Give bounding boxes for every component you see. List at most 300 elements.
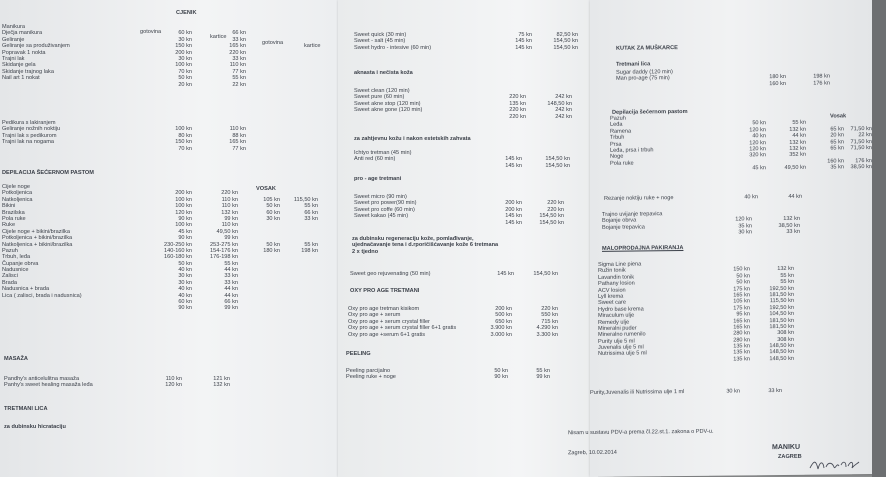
service-name: Brada (2, 279, 17, 286)
column-header-card-wax: kartice (304, 43, 321, 49)
oil-sample-list (590, 387, 850, 396)
price-card: 148,50 kn (769, 349, 794, 356)
service-name: Oxy pro age + serum crystal filler 6+1 gratis (348, 325, 457, 332)
price-cash: 135 kn (509, 100, 526, 107)
handwritten-signature (808, 458, 860, 472)
wax-price-cash: 65 kn (830, 138, 844, 146)
service-name: Sweet geo rejuvenating (50 min) (350, 271, 431, 277)
price-cash: 135 kn (733, 356, 750, 363)
service-name: Panhy's sweet healing masaža leđa (4, 382, 93, 389)
price-cash: 200 kn (505, 206, 522, 213)
price-cash: 70 kn (178, 68, 192, 75)
product-name: Lavandin tonik (598, 274, 635, 281)
wax-price-card: 22 kn (858, 132, 872, 139)
product-name: ACV losion (598, 287, 626, 294)
price-card: 192,50 kn (769, 304, 794, 311)
acne-section-title: aknasta i nečista koža (354, 70, 413, 76)
service-name: Pola ruke (610, 160, 634, 167)
service-name: Trajni lak na nogama (2, 139, 55, 146)
service-name: Pazuh (2, 247, 18, 254)
list-item (4, 382, 254, 388)
service-name: Pola ruke (2, 215, 26, 222)
manicure-list (2, 24, 252, 88)
service-name: Pedikura s lakiranjem (2, 120, 56, 126)
nail-cut-list (604, 193, 844, 202)
price-cash: 280 kn (733, 337, 750, 344)
price-card: 154,50 kn (539, 213, 564, 220)
brand-stamp-name: MANIKU (772, 443, 800, 452)
wax-price-card: 71,50 kn (850, 144, 872, 152)
price-cash: 160-180 kn (164, 254, 192, 261)
price-cash: 3.900 kn (490, 325, 512, 332)
list-item (598, 355, 838, 364)
price-cash: 100 kn (175, 222, 192, 229)
price-card: 110 kn (221, 196, 238, 203)
demanding-skin-list (354, 150, 594, 169)
massage-section-title: MASAŽA (4, 356, 28, 362)
service-name: Oxy pro age +serum 6+1 gratis (348, 331, 426, 338)
price-card: 181,50 kn (769, 317, 794, 324)
price-card: 110 kn (229, 126, 246, 133)
retail-section-title: MALOPRODAJNA PAKIRANJA (602, 245, 684, 252)
service-name: Cijele noge + bikini/brazilka (2, 228, 70, 235)
product-name: Sigma Line piena (598, 261, 642, 268)
men-sugaring-list (610, 113, 872, 173)
price-cash: 120 kn (175, 209, 192, 216)
service-name: Nail art 1 nokat (2, 75, 40, 82)
price-card: 154-176 kn (210, 247, 238, 254)
brow-list (602, 209, 842, 237)
wax-price-card: 55 kn (304, 241, 318, 248)
price-card: 132 kn (783, 216, 800, 223)
price-card: 77 kn (232, 68, 246, 75)
pro-age-list (354, 194, 594, 226)
price-cash: 200 kn (505, 200, 522, 207)
pedicure-list (2, 120, 252, 152)
service-name: Trajni lak (2, 55, 25, 62)
price-cash: 145 kn (515, 44, 532, 51)
service-name: Pazuh (610, 115, 626, 122)
price-card: 55 kn (232, 75, 246, 82)
price-cash: 135 kn (733, 343, 750, 350)
price-cash: 100 kn (175, 203, 192, 210)
price-cash: 100 kn (175, 62, 192, 69)
service-name: Trbuh (610, 134, 625, 141)
service-name: Lica ( zalisci, brada i nadusnica) (2, 292, 82, 299)
price-list-title: CJENIK (176, 10, 197, 16)
price-list-page-2 (338, 0, 598, 477)
service-name: Bojanje trepavica (602, 224, 645, 231)
price-card: 99 kn (536, 374, 550, 381)
price-card: 55 kn (780, 279, 794, 286)
price-cash: 200 kn (175, 49, 192, 56)
wax-price-cash: 20 kn (830, 132, 844, 139)
list-item (602, 229, 842, 238)
wax-price-cash: 60 kn (266, 209, 280, 216)
service-name: Prsa (610, 141, 622, 148)
oxy-section-title: OXY PRO AGE TRETMANI (350, 288, 420, 294)
price-card: 55 kn (792, 120, 806, 127)
wax-price-card: 66 kn (304, 209, 318, 216)
price-card: 82,50 kn (556, 32, 578, 38)
price-card: 308 kn (777, 336, 794, 343)
price-cash: 180 kn (769, 74, 786, 81)
price-cash: 230-250 kn (164, 241, 192, 248)
service-name: Zalisci (2, 273, 18, 280)
price-cash: 150 kn (733, 266, 750, 273)
price-cash: 120 kn (749, 139, 766, 146)
price-card: 33 kn (232, 36, 246, 43)
service-name: Leđa (610, 122, 623, 129)
pro-age-title: pro - age tretmani (354, 176, 402, 182)
service-name: Oxy pro age + serum crystal filler (348, 318, 430, 325)
price-card: 132 kn (789, 145, 806, 152)
price-card: 38,50 kn (778, 222, 800, 229)
retail-list (598, 259, 838, 364)
price-card: 33 kn (768, 387, 782, 395)
service-name: Trajni lak s pedikurom (2, 132, 57, 139)
price-cash: 50 kn (736, 279, 750, 286)
price-list-page-1 (0, 0, 340, 477)
wax-price-cash: 50 kn (266, 203, 280, 210)
product-name: Pathany losion (598, 280, 635, 288)
list-item (2, 82, 252, 88)
service-name: Sweet hydro - intesive (60 min) (354, 44, 432, 51)
price-cash: 110 kn (165, 376, 182, 382)
list-item (348, 332, 588, 338)
price-cash: 40 kn (178, 286, 192, 293)
price-cash: 30 kn (178, 55, 192, 62)
service-name: Sweet micro (90 min) (354, 194, 407, 200)
service-name: Geliranje (2, 36, 25, 43)
service-name: Noge (610, 153, 624, 161)
price-card: 176-198 kn (210, 254, 238, 261)
service-name: Sweet pro power(90 min) (354, 200, 417, 207)
massage-list (4, 376, 254, 389)
price-card: 44 kn (788, 193, 802, 200)
price-card: 550 kn (541, 312, 558, 319)
sugaring-section-title: DEPILACIJA ŠEĆERNOM PASTOM (2, 170, 94, 176)
price-card: 308 kn (777, 330, 794, 337)
brand-stamp-city: ZAGREB (778, 453, 802, 461)
price-card: 55 kn (224, 260, 238, 267)
price-cash: 50 kn (494, 368, 508, 374)
wax-price-cash: 65 kn (830, 145, 844, 152)
price-cash: 200 kn (495, 306, 512, 312)
price-card: 192,50 kn (769, 285, 794, 292)
price-cash: 40 kn (178, 292, 192, 299)
price-cash: 145 kn (505, 162, 522, 169)
service-name: Potkoljenica + bikini/brazilka (2, 235, 73, 242)
men-facial-list (616, 67, 856, 89)
price-card: 33 kn (224, 273, 238, 280)
wax-price-card: 115,50 kn (293, 196, 318, 203)
service-name: Sweet pro coffe (60 min) (354, 206, 415, 213)
price-cash: 145 kn (515, 38, 532, 45)
price-card: 44 kn (224, 286, 238, 293)
list-item (354, 114, 594, 120)
wax-price-card: 71,50 kn (850, 125, 872, 133)
price-cash: 145 kn (505, 156, 522, 163)
price-card: 44 kn (792, 132, 806, 140)
list-item (346, 374, 586, 380)
service-name: Trbuh, leđa (2, 254, 31, 261)
price-cash: 175 kn (733, 285, 750, 293)
wax-price-cash: 35 kn (830, 164, 844, 171)
price-card: 110 kn (221, 222, 238, 229)
price-card: 110 kn (229, 62, 246, 69)
price-card: 99 kn (224, 215, 238, 222)
price-card: 148,50 kn (547, 100, 572, 107)
men-wax-title: Vosak (830, 113, 847, 120)
price-card: 154,50 kn (545, 162, 570, 169)
regeneration-list (350, 271, 590, 277)
column-header-card: kartice (210, 34, 227, 40)
vat-note: Nisam u sustavu PDV-a prema čl.22.st.1. zakona o PDV-u. (568, 428, 714, 437)
service-name: Leđa, prsa i trbuh (610, 147, 654, 154)
product-name: Sweet care (598, 299, 626, 307)
price-cash: 320 kn (749, 152, 766, 159)
price-card: 148,50 kn (769, 342, 794, 350)
service-name: Čupanje obrva (2, 260, 39, 267)
price-card: 55 kn (780, 272, 794, 279)
service-name: Bikini (2, 203, 16, 210)
service-name: Manikura (2, 24, 26, 30)
service-name: Ruke (2, 222, 16, 229)
price-cash: 40 kn (178, 267, 192, 274)
price-cash: 50 kn (178, 75, 192, 82)
price-card: 220 kn (229, 49, 246, 56)
peeling-section-title: PEELING (346, 351, 371, 357)
price-cash: 220 kn (509, 94, 526, 101)
service-name: Bojanje obrva (602, 217, 637, 225)
price-cash: 50 kn (752, 120, 766, 127)
price-cash: 160 kn (769, 80, 786, 87)
price-card: 66 kn (232, 30, 246, 37)
price-card: 148,50 kn (769, 355, 794, 362)
price-card: 4.290 kn (536, 325, 558, 332)
price-cash: 90 kn (178, 305, 192, 312)
service-name: Sweet kakao (45 min) (354, 213, 409, 220)
list-item (2, 305, 338, 311)
price-cash: 100 kn (175, 126, 192, 133)
price-cash: 280 kn (733, 330, 750, 337)
price-cash: 60 kn (178, 299, 192, 306)
price-card: 165 kn (229, 43, 246, 50)
service-name: Geliranje nožnih noktiju (2, 126, 61, 133)
service-name: Anti red (60 min) (354, 156, 396, 163)
price-card: 44 kn (224, 267, 238, 274)
service-name: Geliranje sa produživanjem (2, 43, 70, 50)
price-cash: 100 kn (175, 196, 192, 203)
wax-section-title: VOSAK (256, 186, 276, 192)
price-cash: 60 kn (178, 30, 192, 37)
price-card: 104,50 kn (769, 310, 794, 318)
wax-price-card: 55 kn (304, 203, 318, 210)
service-name: Sugar daddy (120 min) (616, 69, 673, 76)
wax-price-card: 71,50 kn (850, 138, 872, 145)
price-cash: 650 kn (495, 318, 512, 325)
service-name: Nadusnice (2, 267, 29, 274)
price-card: 55 kn (536, 368, 550, 374)
facial-section-title: TRETMANI LICA (4, 406, 48, 412)
price-card: 99 kn (224, 305, 238, 312)
service-name: Nadusnica + brada (2, 286, 50, 293)
price-cash: 30 kn (178, 273, 192, 280)
product-name: Miraculum ulje (598, 312, 635, 320)
price-card: 715 kn (541, 318, 558, 325)
product-name: Mineralni puder (598, 325, 637, 332)
list-item (590, 387, 850, 396)
product-name: Hydro base krema (598, 306, 644, 313)
background-edge (872, 0, 886, 477)
price-cash: 220 kn (509, 107, 526, 114)
price-cash: 30 kn (738, 229, 752, 236)
service-name: Oxy pro age + serum (348, 312, 401, 319)
price-card: 352 kn (789, 152, 806, 159)
list-item (350, 271, 590, 277)
price-cash: 165 kn (733, 324, 750, 331)
service-name: Sweet - salt (45 min) (354, 38, 406, 45)
service-name: Popravak 1 nokta (2, 49, 46, 56)
product-name: Nutrissima ulje 5 ml (598, 350, 647, 358)
price-cash: 120 kn (749, 146, 766, 153)
service-name: Natkoljenica + bikini/brazilka (2, 241, 73, 248)
price-list-page-3 (568, 0, 872, 477)
price-card: 154,50 kn (553, 44, 578, 51)
service-name: Brazilska (2, 209, 25, 216)
oxy-list (348, 306, 588, 338)
price-cash: 500 kn (495, 312, 512, 319)
price-cash: 20 kn (178, 81, 192, 88)
price-card: 181,50 kn (769, 323, 794, 331)
price-cash: 140-160 kn (164, 247, 192, 254)
price-cash: 200 kn (175, 190, 192, 197)
price-card: 44 kn (224, 292, 238, 299)
price-card: 220 kn (541, 306, 558, 312)
price-card: 154,50 kn (545, 156, 570, 163)
price-cash: 70 kn (178, 145, 192, 152)
list-item (604, 193, 844, 202)
price-card: 132 kn (789, 139, 806, 146)
product-name: Purity,Juvenalis ili Nutrissima ulje 1 ml (590, 389, 685, 396)
service-name: Ramena (610, 128, 632, 135)
price-card: 132 kn (789, 126, 806, 133)
acne-list (354, 88, 594, 120)
wax-price-cash: 50 kn (266, 241, 280, 248)
price-cash: 80 kn (178, 132, 192, 139)
price-card: 115,50 kn (769, 298, 794, 305)
price-cash: 40 kn (744, 194, 758, 201)
service-name: Trajno uvijanje trepavica (602, 211, 663, 218)
wax-price-cash: 160 kn (827, 158, 844, 165)
men-section-title: KUTAK ZA MUŠKARCE (616, 45, 678, 52)
wax-price-cash: 105 kn (263, 196, 280, 203)
column-header-cash-wax: gotovina (262, 40, 284, 46)
price-card: 165 kn (229, 139, 246, 146)
price-card: 22 kn (232, 81, 246, 88)
service-name: Skidanje trajnog laka (2, 68, 54, 75)
price-card: 198 kn (813, 73, 830, 81)
product-name: Purity ulje 5 ml (598, 338, 635, 345)
price-card: 181,50 kn (769, 291, 794, 299)
service-name: Cijele noge (2, 184, 30, 190)
price-card: 110 kn (221, 203, 238, 210)
service-name: Sweet quick (30 min) (354, 32, 407, 38)
price-cash: 175 kn (733, 305, 750, 312)
price-card: 121 kn (213, 376, 230, 382)
price-cash: 95 kn (736, 311, 750, 318)
price-cash: 135 kn (733, 349, 750, 356)
price-card: 242 kn (555, 94, 572, 101)
demanding-skin-title: za zahtjevnu kožu i nakon estetskih zahvata (354, 136, 471, 142)
regeneration-title: za dubinsku regeneraciju kože, pomlađivanje, ujednačavanje tena i d.rporičišćavanje kože 6 tretmana 2 x tjedno (352, 236, 499, 255)
price-cash: 145 kn (497, 271, 514, 277)
price-card: 154,50 kn (533, 271, 558, 277)
men-facial-title: Tretmani lica (616, 61, 651, 68)
price-cash: 120 kn (749, 126, 766, 134)
service-name: Sweet akne gone (120 min) (354, 107, 423, 114)
product-name: Remedy ulje (598, 319, 630, 326)
wax-price-card: 33 kn (304, 215, 318, 222)
product-name: Juvenalis ulje 5 ml (598, 344, 644, 351)
service-name: Peeling ruke + noge (346, 374, 396, 381)
product-name: Lyll krema (598, 293, 624, 300)
price-cash: 145 kn (505, 213, 522, 220)
price-cash: 145 kn (505, 219, 522, 226)
price-cash: 105 kn (733, 298, 750, 305)
price-cash: 90 kn (494, 374, 508, 381)
price-card: 3.300 kn (536, 331, 558, 338)
price-card: 253-275 kn (210, 241, 238, 248)
issue-date: Zagreb, 10.02.2014 (568, 449, 617, 457)
wax-price-cash: 30 kn (266, 215, 280, 222)
price-card: 132 kn (777, 266, 794, 273)
price-card: 33 kn (232, 55, 246, 62)
product-name: Mineralno rumenilo (598, 331, 646, 339)
wax-price-cash: 180 kn (263, 247, 280, 254)
service-name: Ichtyo tretman (45 min) (354, 150, 412, 156)
price-cash: 90 kn (178, 215, 192, 222)
service-name: Peeling parcijalno (346, 368, 391, 374)
price-cash: 30 kn (178, 279, 192, 286)
price-card: 77 kn (232, 145, 246, 152)
price-card: 242 kn (555, 113, 572, 120)
price-card: 132 kn (213, 382, 230, 389)
price-card: 132 kn (221, 209, 238, 216)
service-name: Sweet akne stop (120 min) (354, 100, 421, 107)
price-card: 176 kn (813, 80, 830, 87)
list-item (616, 80, 856, 89)
price-cash: 90 kn (178, 235, 192, 242)
price-cash: 50 kn (178, 260, 192, 267)
wax-price-card: 198 kn (301, 247, 318, 254)
service-name: Oxy pro age tretman kisikom (348, 306, 420, 312)
wax-price-cash: 65 kn (830, 126, 844, 133)
price-card: 242 kn (555, 107, 572, 114)
list-item (610, 164, 872, 173)
wax-price-card: 38,50 kn (850, 164, 872, 171)
service-name: Skidanje gela (2, 62, 36, 69)
price-card: 220 kn (547, 200, 564, 207)
price-card: 99 kn (224, 235, 238, 242)
wax-price-card: 176 kn (855, 157, 872, 164)
price-card: 33 kn (224, 279, 238, 286)
price-card: 88 kn (232, 132, 246, 139)
product-name: Ružin tonik (598, 268, 626, 275)
price-cash: 50 kn (736, 273, 750, 280)
list-item (2, 146, 252, 152)
